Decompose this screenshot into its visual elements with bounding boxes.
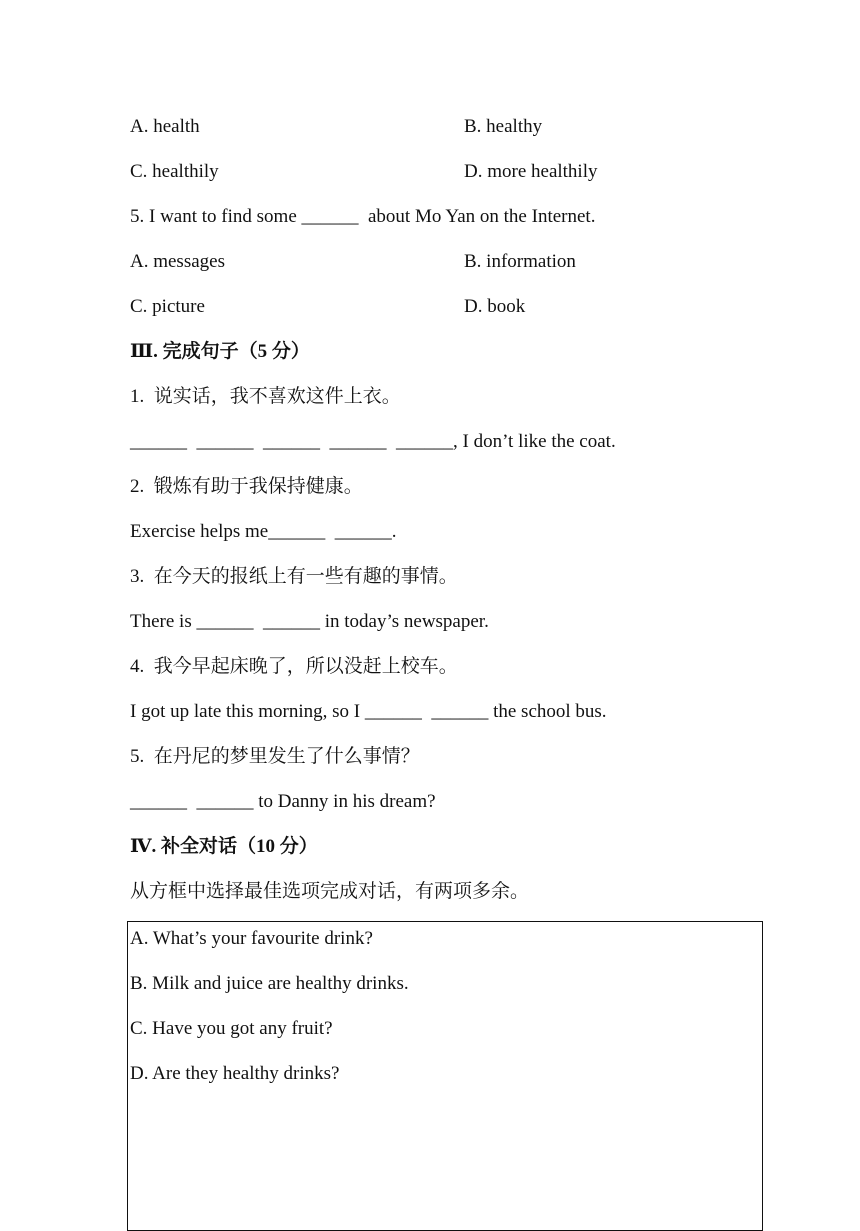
q4-option-d: D. more healthily bbox=[464, 161, 598, 182]
q5-option-b: B. information bbox=[464, 251, 576, 272]
s3-item-5-english: ______ ______ to Danny in his dream? bbox=[130, 791, 436, 812]
s3-item-5-chinese: 5. 在丹尼的梦里发生了什么事情？ bbox=[130, 746, 420, 767]
q5-option-d: D. book bbox=[464, 296, 526, 317]
s3-item-3-english: There is ______ ______ in today’s newspaper. bbox=[130, 611, 489, 632]
q4-option-b: B. healthy bbox=[464, 116, 543, 137]
q4-option-a: A. health bbox=[130, 116, 200, 137]
s3-item-3-chinese: 3. 在今天的报纸上有一些有趣的事情。 bbox=[130, 566, 458, 587]
s3-item-2-chinese: 2. 锻炼有助于我保持健康。 bbox=[130, 476, 363, 497]
section-4-instruction: 从方框中选择最佳选项完成对话，有两项多余。 bbox=[130, 881, 530, 902]
s3-item-1-chinese: 1. 说实话，我不喜欢这件上衣。 bbox=[130, 386, 401, 407]
s3-item-1-english: ______ ______ ______ ______ ______, I don’t like the coat. bbox=[130, 431, 616, 452]
box-option-d: D. Are they healthy drinks? bbox=[130, 1063, 340, 1084]
box-option-c: C. Have you got any fruit? bbox=[130, 1018, 333, 1039]
section-4-heading: Ⅳ. 补全对话（10 分） bbox=[130, 836, 318, 857]
s3-item-4-english: I got up late this morning, so I ______ ______ the school bus. bbox=[130, 701, 607, 722]
q5-question: 5. I want to find some ______ about Mo Yan on the Internet. bbox=[130, 206, 596, 227]
box-option-b: B. Milk and juice are healthy drinks. bbox=[130, 973, 409, 994]
q4-option-c: C. healthily bbox=[130, 161, 219, 182]
q5-option-c: C. picture bbox=[130, 296, 205, 317]
s3-item-4-chinese: 4. 我今早起床晚了，所以没赶上校车。 bbox=[130, 656, 458, 677]
box-option-a: A. What’s your favourite drink? bbox=[130, 928, 373, 949]
options-box bbox=[127, 921, 763, 1231]
section-3-heading: Ⅲ. 完成句子（5 分） bbox=[130, 341, 310, 362]
s3-item-2-english: Exercise helps me______ ______. bbox=[130, 521, 397, 542]
q5-option-a: A. messages bbox=[130, 251, 225, 272]
